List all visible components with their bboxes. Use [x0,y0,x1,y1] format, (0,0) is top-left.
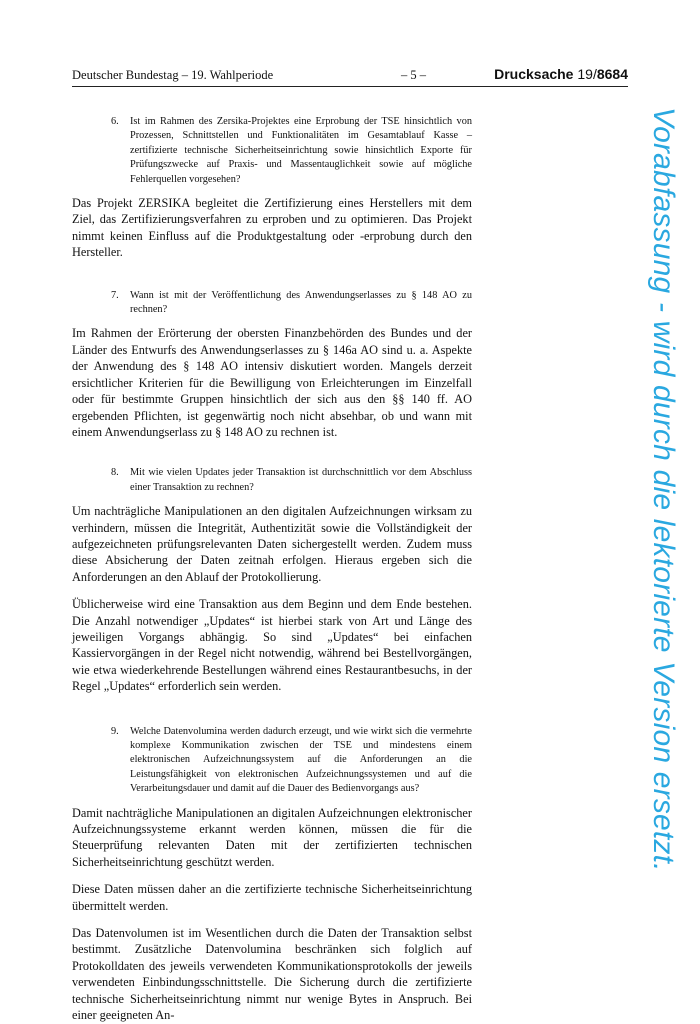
answer-paragraph: Diese Daten müssen daher an die zertifizierte technische Sicherheitseinrichtung übermittelt werden. [72,882,472,913]
answer-paragraph: Das Datenvolumen ist im Wesentlichen durch die Daten der Transaktion selbst bestimmt. Zusätzliche Datenvolumina beschränken sich folglich auf Protokolldaten des jeweils verwendeten Kommunikationsprotokolls der jeweils verwendeten Einbindungsschnittstelle. Die Sicherung durch die zertifizierte technische Sicherheitseinrichtung nimmt nur wenige Bytes in Anspruch. Bei einer geeigneten An- [72,926,472,1023]
page-number: – 5 – [401,68,426,82]
question-text: Ist im Rahmen des Zersika-Projektes eine Erprobung der TSE hinsichtlich von Prozessen, Schnittstellen und Funktionalitäten im Gesamtablauf Kasse – zertifizierte technische Sicherheitseinrichtung sowie hinsichtlich Exporte für Prüfungszwecke auf Praxis- und Massentauglichkeit sowie auf mögliche Fehlerquellen vorgesehen? [130,116,472,185]
question-number: 7. [111,289,119,301]
header-rule [72,86,628,87]
answer-paragraph: Damit nachträgliche Manipulationen an digitalen Aufzeichnungen elektronischer Aufzeichnungssysteme erkannt werden können, müssen die für die Steuerprüfung relevanten Daten mit der zertifizierten technischen Sicherheitseinrichtung geschützt werden. [72,805,472,869]
question-7 [111,289,472,318]
doc-number-prefix: 19/ [577,66,597,82]
question-8 [111,466,472,495]
answer-paragraph: Das Projekt ZERSIKA begleitet die Zertifizierung eines Herstellers mit dem Ziel, das Zertifizierungsverfahren zu erproben und zu optimieren. Das Projekt nimmt keinen Einfluss auf die Produktgestaltung oder -erprobung durch den Hersteller. [72,196,472,260]
document-number [494,66,628,82]
doc-label: Drucksache [494,66,574,82]
draft-watermark: Vorabfassung - wird durch die lektorierte Version ersetzt. [647,107,680,872]
question-9 [111,725,472,797]
doc-number: 8684 [596,66,628,82]
header-publication: Deutscher Bundestag – 19. Wahlperiode [72,68,274,82]
page-header [72,68,628,86]
question-6 [111,115,472,187]
question-number: 6. [111,116,119,127]
question-number: 9. [111,725,119,737]
answer-paragraph: Üblicherweise wird eine Transaktion aus dem Beginn und dem Ende bestehen. Die Anzahl notwendiger „Updates“ ist hierbei stark von Art und Länge des jeweiligen Vorgangs abhängig. So sind „Updates“ bei einfachen Kassiervorgängen in der Regel nicht notwendig, während bei Bestellvorgängen, wie etwa wiederkehrende Bestellungen während eines Restaurantbesuchs, in der Regel „Updates“ erforderlich sein werden. [72,597,472,694]
question-text: Mit wie vielen Updates jeder Transaktion ist durchschnittlich vor dem Abschluss einer Transaktion zu rechnen? [130,467,472,493]
question-number: 8. [111,467,119,479]
question-text: Welche Datenvolumina werden dadurch erzeugt, und wie wirkt sich die vermehrte komplexe Kommunikation zwischen der TSE und mindestens einem elektronischen Aufzeichnungssystem auf die Anforderungen an die Leistungsfähigkeit von elektronischen Aufzeichnungssystemen und auf die Verarbeitungsdauer und damit auf die Dauer des Bedienvorgangs aus? [130,725,472,795]
question-text: Wann ist mit der Veröffentlichung des Anwendungserlasses zu § 148 AO zu rechnen? [130,289,472,316]
answer-paragraph: Im Rahmen der Erörterung der obersten Finanzbehörden des Bundes und der Länder des Entwurfs des Anwendungserlasses zu § 146a AO sind u. a. Aspekte der Anwendung des § 148 AO intensiv diskutiert worden. Mangels derzeit ersichtlicher Kriterien für die Bewilligung von Erleichterungen im Einzelfall oder für bestimmte Gruppen hinsichtlich der sich aus den §§ 140 ff. AO ergebenden Pflichten, ist gegenwärtig noch nicht absehbar, ob und wann mit einem Anwendungserlass zu § 148 AO zu rechnen ist. [72,326,472,439]
answer-paragraph: Um nachträgliche Manipulationen an den digitalen Aufzeichnungen wirksam zu verhindern, müssen die Integrität, Authentizität sowie die Vollständigkeit der aufgezeichneten prüfungsrelevanten Daten sichergestellt werden. Zudem muss diese Absicherung der Daten zeitnah erfolgen. Hieraus ergeben sich die Anforderungen an den Ablauf der Protokollierung. [72,504,472,584]
document-body [72,115,472,1024]
